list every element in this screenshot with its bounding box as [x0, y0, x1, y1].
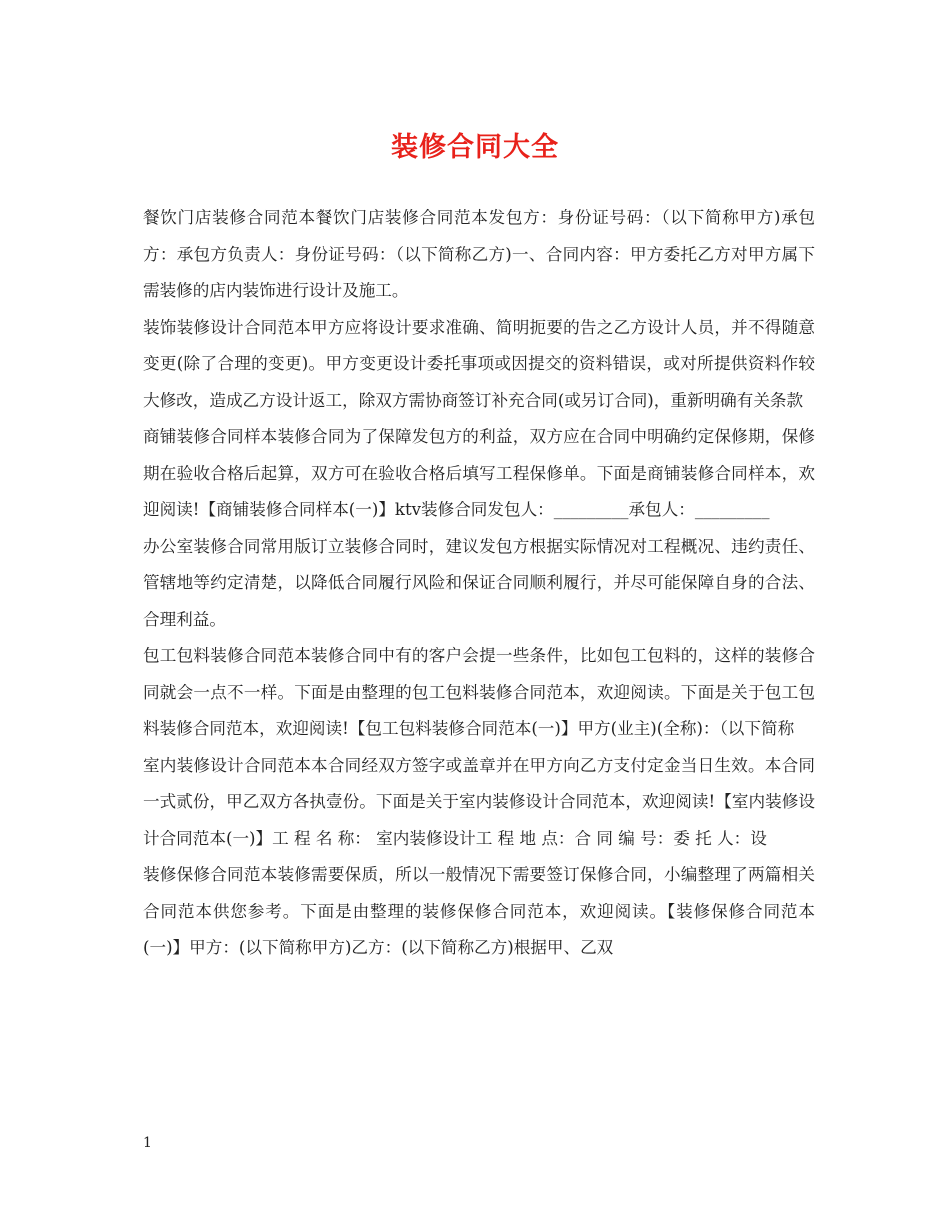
paragraph-decoration-design: 装饰装修设计合同范本甲方应将设计要求准确、简明扼要的告之乙方设计人员，并不得随意变更(除了合理的变更)。甲方变更设计委托事项或因提交的资料错误，或对所提供资料作较大修改，造成乙方设计返工，除双方需协商签订补充合同(或另订合同)，重新明确有关条款 — [143, 317, 815, 410]
paragraph-warranty: 装修保修合同范本装修需要保质，所以一般情况下需要签订保修合同，小编整理了两篇相关合同范本供您参考。下面是由整理的装修保修合同范本，欢迎阅读。【装修保修合同范本(一)】甲方：(以下简称甲方)乙方：(以下简称乙方)根据甲、乙双 — [143, 865, 815, 957]
document-body — [143, 200, 815, 967]
paragraph-interior-design: 室内装修设计合同范本本合同经双方签字或盖章并在甲方向乙方支付定金当日生效。本合同一式贰份，甲乙双方各执壹份。下面是关于室内装修设计合同范本，欢迎阅读!【室内装修设计合同范本(一)】工 程 名 称： 室内装修设计工 程 地 点：合 同 编 号：委 托 人：设 — [143, 755, 815, 848]
page-number: 1 — [143, 1135, 152, 1151]
document-title: 装修合同大全 — [391, 132, 559, 163]
paragraph-office: 办公室装修合同常用版订立装修合同时，建议发包方根据实际情况对工程概况、违约责任、管辖地等约定清楚，以降低合同履行风险和保证合同顺利履行，并尽可能保障自身的合法、合理利益。 — [143, 536, 815, 629]
paragraph-labor-and-materials: 包工包料装修合同范本装修合同中有的客户会提一些条件，比如包工包料的，这样的装修合同就会一点不一样。下面是由整理的包工包料装修合同范本，欢迎阅读。下面是关于包工包料装修合同范本，欢迎阅读!【包工包料装修合同范本(一)】甲方(业主)(全称)：（以下简称 — [143, 646, 815, 738]
paragraph-catering-store: 餐饮门店装修合同范本餐饮门店装修合同范本发包方：身份证号码：（以下简称甲方)承包方：承包方负责人：身份证号码：（以下简称乙方)一、合同内容：甲方委托乙方对甲方属下需装修的店内装饰进行设计及施工。 — [143, 208, 815, 300]
paragraph-shop-sample: 商铺装修合同样本装修合同为了保障发包方的利益，双方应在合同中明确约定保修期，保修期在验收合格后起算，双方可在验收合格后填写工程保修单。下面是商铺装修合同样本，欢迎阅读!【商铺装修合同样本(一)】ktv装修合同发包人：_________承包人：_________ — [143, 427, 815, 519]
